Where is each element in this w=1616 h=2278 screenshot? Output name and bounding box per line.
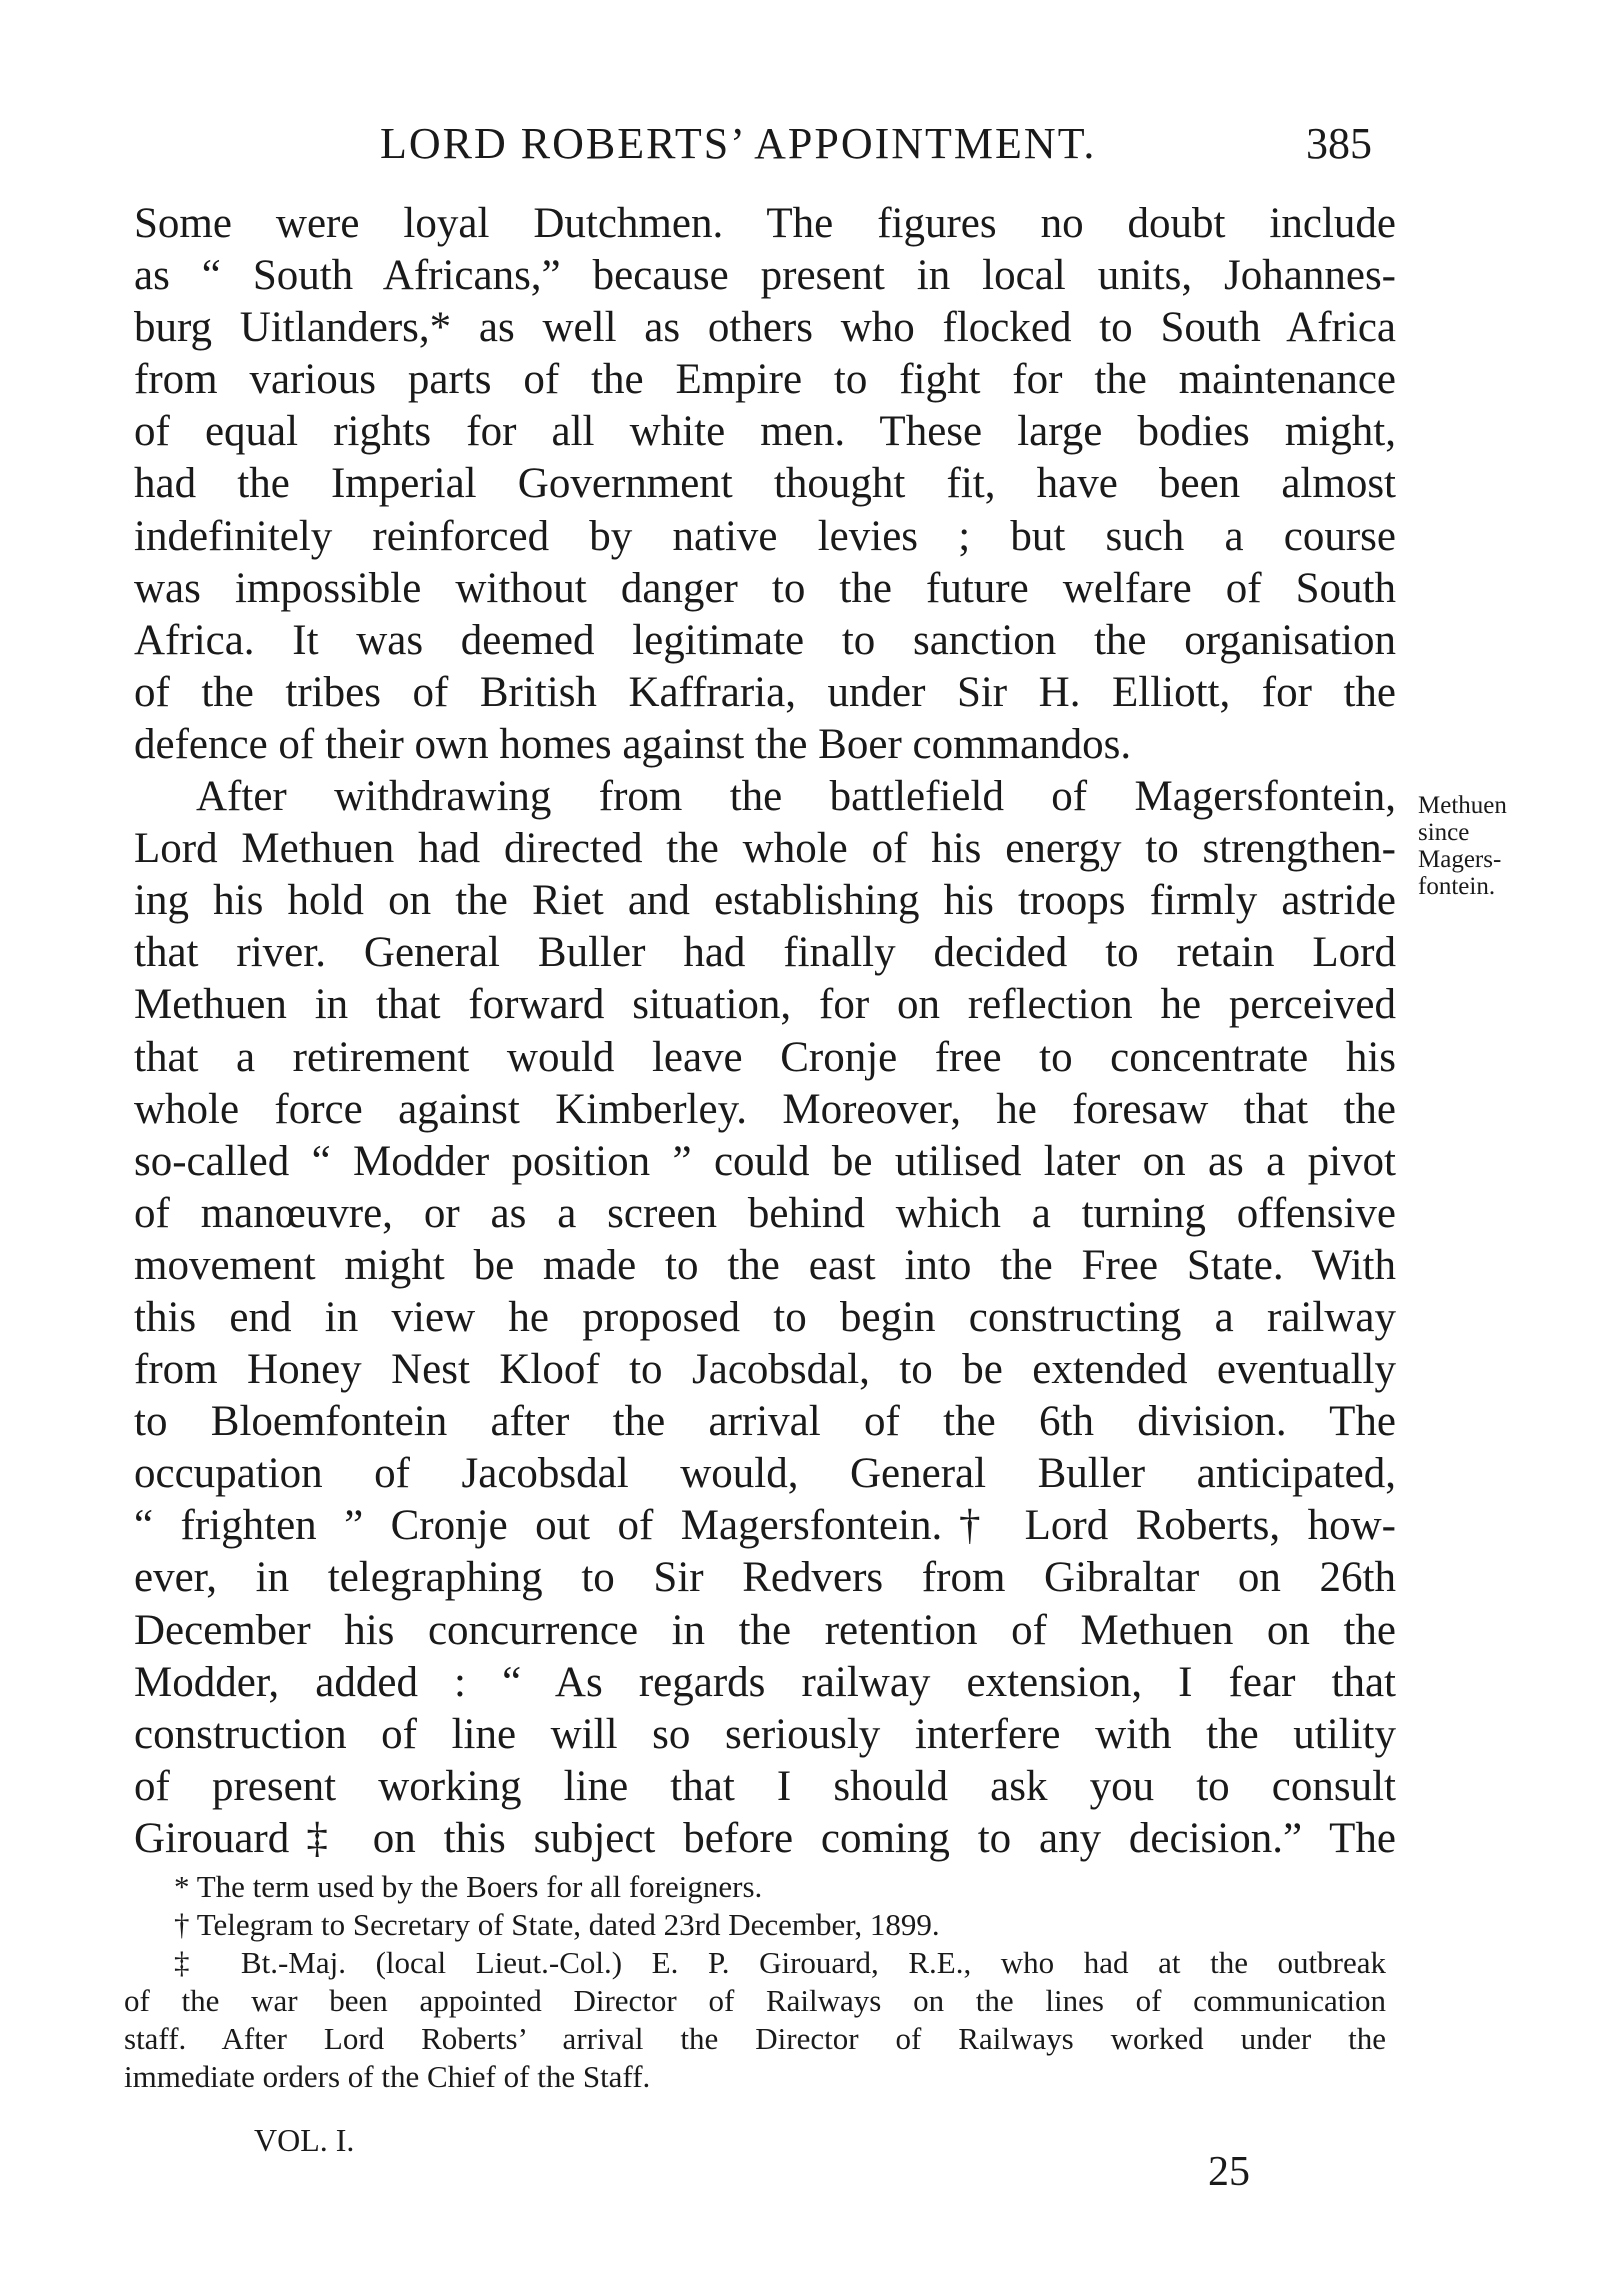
sidenote-line: since xyxy=(1418,819,1470,846)
body-line: movement might be made to the east into the Free State. With xyxy=(134,1241,1396,1289)
body-line: from various parts of the Empire to fight for the maintenance xyxy=(134,356,1396,404)
body-line: that river. General Buller had finally decided to retain Lord xyxy=(134,929,1396,977)
body-line: from Honey Nest Kloof to Jacobsdal, to be extended eventually xyxy=(134,1346,1396,1394)
body-line: to Bloemfontein after the arrival of the 6th division. The xyxy=(134,1398,1396,1446)
body-line: Girouard‡ on this subject before coming to any decision.” The xyxy=(134,1814,1396,1862)
body-line: of present working line that I should ask you to consult xyxy=(134,1762,1396,1810)
footnote-continuation: staff. After Lord Roberts’ arrival the Director of Railways worked under the xyxy=(124,2021,1386,2056)
body-line: construction of line will so seriously interfere with the utility xyxy=(134,1710,1396,1758)
running-title: LORD ROBERTS’ APPOINTMENT. xyxy=(380,119,1097,168)
footnote-double-dagger: ‡ Bt.-Maj. (local Lieut.-Col.) E. P. Girouard, R.E., who had at the outbreak xyxy=(174,1945,1386,1980)
body-line: burg Uitlanders,* as well as others who flocked to South Africa xyxy=(134,304,1396,352)
paragraph-start-line: After withdrawing from the battlefield of Magersfontein, xyxy=(196,773,1396,821)
sidenote-line: fontein. xyxy=(1418,873,1496,900)
body-line: of equal rights for all white men. These large bodies might, xyxy=(134,408,1396,456)
body-line: whole force against Kimberley. Moreover, he foresaw that the xyxy=(134,1085,1396,1133)
body-line: ever, in telegraphing to Sir Redvers from Gibraltar on 26th xyxy=(134,1554,1396,1602)
body-line: Africa. It was deemed legitimate to sanction the organisation xyxy=(134,616,1396,664)
footnote-asterisk: * The term used by the Boers for all foreigners. xyxy=(174,1869,763,1904)
body-line: of manœuvre, or as a screen behind which a turning offensive xyxy=(134,1189,1396,1237)
body-line: indefinitely reinforced by native levies ; but such a course xyxy=(134,512,1396,560)
signature-folio: 25 xyxy=(1208,2149,1250,2195)
body-line: occupation of Jacobsdal would, General Buller anticipated, xyxy=(134,1450,1396,1498)
page-number: 385 xyxy=(1306,119,1372,168)
footnotes xyxy=(124,1868,1386,2096)
body-line: of the tribes of British Kaffraria, under Sir H. Elliott, for the xyxy=(134,668,1396,716)
body-line: so-called “ Modder position ” could be utilised later on as a pivot xyxy=(134,1137,1396,1185)
body-line: ing his hold on the Riet and establishing his troops firmly astride xyxy=(134,877,1396,925)
body-line: Some were loyal Dutchmen. The figures no doubt include xyxy=(134,200,1396,247)
body-line: that a retirement would leave Cronje free to concentrate his xyxy=(134,1033,1396,1081)
sidenote-line: Methuen xyxy=(1418,792,1507,819)
body-line: had the Imperial Government thought fit, have been almost xyxy=(134,460,1396,508)
body-line: was impossible without danger to the future welfare of South xyxy=(134,564,1396,612)
paragraph-end-line: defence of their own homes against the Boer commandos. xyxy=(134,720,1132,768)
body-line: this end in view he proposed to begin constructing a railway xyxy=(134,1293,1396,1341)
sidenote-line: Magers- xyxy=(1418,846,1502,873)
margin-sidenote xyxy=(1418,792,1507,900)
body-line: Modder, added : “ As regards railway extension, I fear that xyxy=(134,1658,1396,1706)
footnote-dagger: † Telegram to Secretary of State, dated 23rd December, 1899. xyxy=(174,1907,940,1942)
footnote-continuation: of the war been appointed Director of Railways on the lines of communication xyxy=(124,1983,1386,2018)
body-line: “ frighten ” Cronje out of Magersfontein.† Lord Roberts, how- xyxy=(134,1502,1396,1550)
body-line: Methuen in that forward situation, for on reflection he perceived xyxy=(134,981,1396,1029)
footnote-continuation: immediate orders of the Chief of the Staff. xyxy=(124,2059,651,2094)
body-line: Lord Methuen had directed the whole of his energy to strengthen- xyxy=(134,825,1396,873)
body-line: December his concurrence in the retention of Methuen on the xyxy=(134,1606,1396,1654)
body-line: as “ South Africans,” because present in local units, Johannes- xyxy=(134,252,1396,300)
body-text xyxy=(134,198,1396,1865)
volume-signature: VOL. I. xyxy=(254,2122,355,2158)
